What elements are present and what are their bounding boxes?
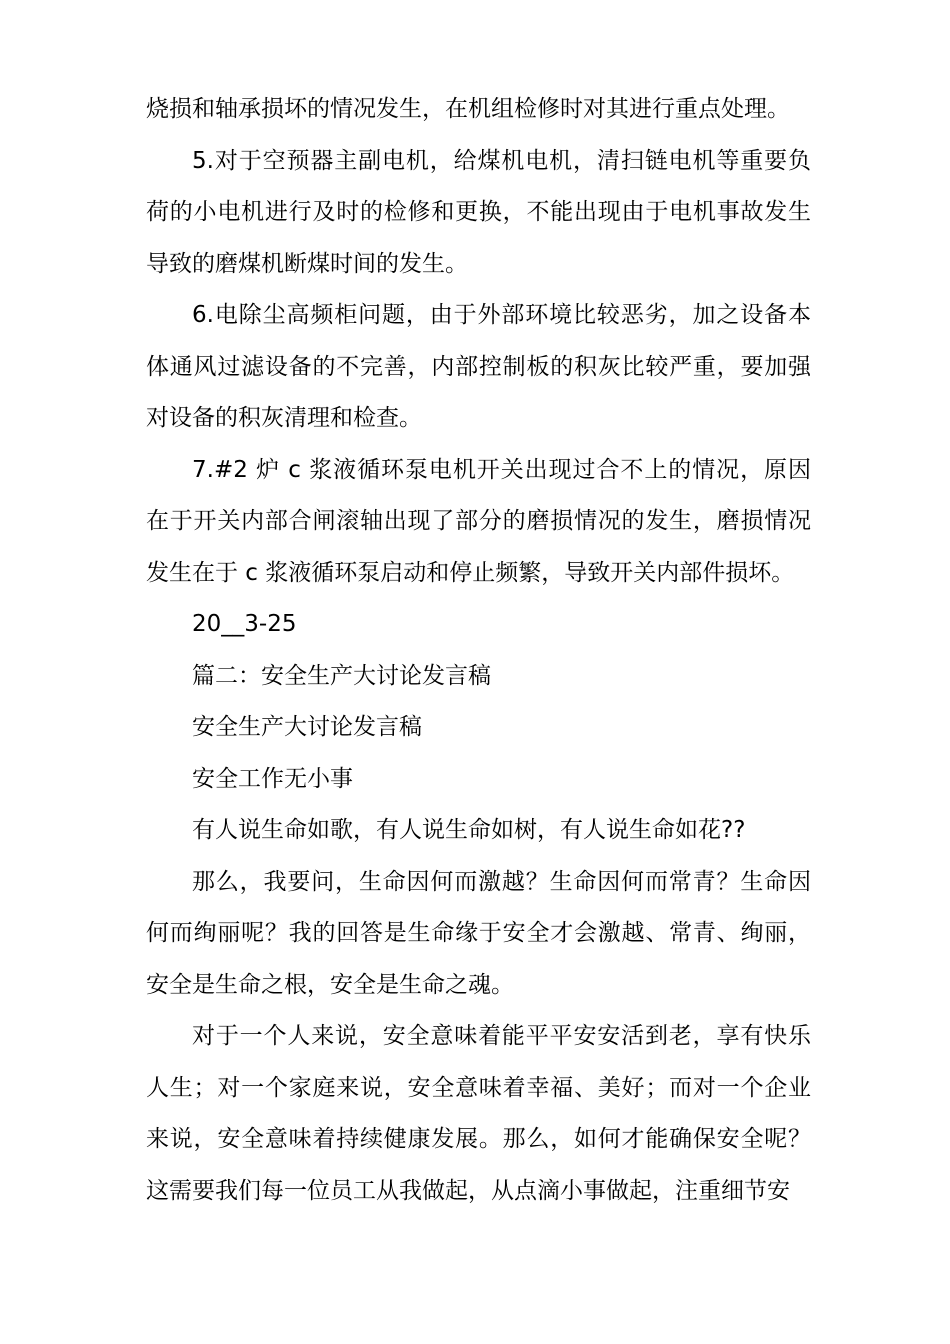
document-body bbox=[146, 84, 811, 1217]
paragraph-intro: 有人说生命如歌，有人说生命如树，有人说生命如花?? bbox=[192, 817, 746, 843]
paragraph-question: 那么，我要问，生命因何而激越？生命因何而常青？生命因何而绚丽呢？我的回答是生命缘于安全才会激越、常青、绚丽，安全是生命之根，安全是生命之魂。 bbox=[146, 868, 811, 998]
section-heading: 篇二：安全生产大讨论发言稿 bbox=[192, 662, 491, 689]
paragraph-safety-meaning: 对于一个人来说，安全意味着能平平安安活到老，享有快乐人生；对一个家庭来说，安全意味着幸福、美好；而对一个企业来说，安全意味着持续健康发展。那么，如何才能确保安全呢？这需要我们每一位员工从我做起，从点滴小事做起，注重细节安 bbox=[146, 1023, 811, 1204]
document-subtitle: 安全工作无小事 bbox=[192, 765, 353, 792]
paragraph-item-5: 5.对于空预器主副电机，给煤机电机，清扫链电机等重要负荷的小电机进行及时的检修和更换，不能出现由于电机事故发生导致的磨煤机断煤时间的发生。 bbox=[146, 147, 811, 277]
paragraph-date: 20__3-25 bbox=[192, 611, 297, 637]
document-title: 安全生产大讨论发言稿 bbox=[192, 714, 422, 740]
paragraph-continuation: 烧损和轴承损坏的情况发生，在机组检修时对其进行重点处理。 bbox=[146, 96, 790, 122]
paragraph-item-6: 6.电除尘高频柜问题，由于外部环境比较恶劣，加之设备本体通风过滤设备的不完善，内部控制板的积灰比较严重，要加强对设备的积灰清理和检查。 bbox=[146, 302, 811, 431]
paragraph-item-7: 7.#2 炉 c 浆液循环泵电机开关出现过合不上的情况，原因在于开关内部合闸滚轴出现了部分的磨损情况的发生，磨损情况发生在于 c 浆液循环泵启动和停止频繁，导致开关内部件损坏。 bbox=[146, 456, 811, 586]
